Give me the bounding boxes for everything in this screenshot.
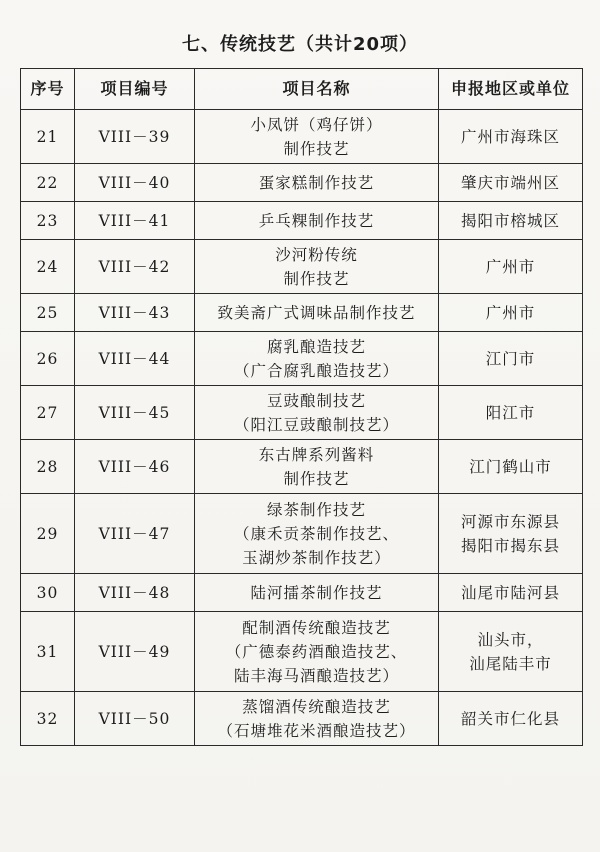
cell-name — [195, 494, 439, 574]
table-row — [21, 494, 583, 574]
cell-name — [195, 692, 439, 746]
region-line: 汕尾市陆河县 — [460, 583, 560, 602]
section-title: 七、传统技艺（共计20项） — [181, 34, 419, 55]
name-line: 配制酒传统酿造技艺 — [242, 618, 391, 637]
region-line: 肇庆市端州区 — [460, 173, 560, 192]
name-line: 制作技艺 — [283, 139, 350, 158]
cell-region — [439, 692, 583, 746]
cell-code: VIII－45 — [75, 386, 195, 440]
table-row — [21, 332, 583, 386]
name-line: 豆豉酿制技艺 — [266, 391, 366, 410]
cell-no: 24 — [21, 240, 75, 294]
cell-name — [195, 240, 439, 294]
heritage-table — [20, 68, 583, 746]
cell-name — [195, 612, 439, 692]
region-line: 河源市东源县 — [460, 512, 560, 531]
region-line: 江门鹤山市 — [469, 457, 552, 476]
cell-no: 28 — [21, 440, 75, 494]
name-line: （广德泰药酒酿造技艺、 — [225, 642, 408, 661]
cell-no: 22 — [21, 164, 75, 202]
region-line: 广州市 — [485, 257, 536, 276]
table-row — [21, 240, 583, 294]
cell-code: VIII－40 — [75, 164, 195, 202]
cell-region — [439, 574, 583, 612]
cell-code: VIII－43 — [75, 294, 195, 332]
name-line: 制作技艺 — [283, 469, 350, 488]
region-line: 韶关市仁化县 — [460, 709, 560, 728]
name-line: 陆丰海马酒酿造技艺） — [233, 666, 399, 685]
cell-name — [195, 574, 439, 612]
table-row — [21, 294, 583, 332]
cell-code: VIII－44 — [75, 332, 195, 386]
cell-code: VIII－41 — [75, 202, 195, 240]
name-line: 乒乓粿制作技艺 — [258, 211, 375, 230]
cell-code: VIII－46 — [75, 440, 195, 494]
cell-region — [439, 202, 583, 240]
cell-region — [439, 240, 583, 294]
table-row — [21, 612, 583, 692]
region-line: 揭阳市揭东县 — [460, 536, 560, 555]
cell-no: 21 — [21, 110, 75, 164]
cell-code: VIII－39 — [75, 110, 195, 164]
table-row — [21, 692, 583, 746]
cell-no: 30 — [21, 574, 75, 612]
name-line: 制作技艺 — [283, 269, 350, 288]
name-line: （阳江豆豉酿制技艺） — [233, 415, 399, 434]
cell-no: 31 — [21, 612, 75, 692]
header-region: 申报地区或单位 — [439, 69, 583, 110]
table-row — [21, 164, 583, 202]
cell-name — [195, 440, 439, 494]
name-line: 蒸馏酒传统酿造技艺 — [242, 697, 391, 716]
table-row — [21, 110, 583, 164]
cell-name — [195, 110, 439, 164]
cell-no: 23 — [21, 202, 75, 240]
cell-name — [195, 386, 439, 440]
name-line: （康禾贡茶制作技艺、 — [233, 524, 399, 543]
cell-region — [439, 612, 583, 692]
name-line: 绿茶制作技艺 — [266, 500, 366, 519]
cell-region — [439, 386, 583, 440]
region-line: 汕尾陆丰市 — [469, 654, 552, 673]
name-line: （石塘堆花米酒酿造技艺） — [217, 721, 416, 740]
cell-code: VIII－47 — [75, 494, 195, 574]
cell-no: 26 — [21, 332, 75, 386]
region-line: 阳江市 — [485, 403, 536, 422]
cell-region — [439, 164, 583, 202]
name-line: 玉湖炒茶制作技艺） — [242, 548, 391, 567]
cell-region — [439, 110, 583, 164]
name-line: 蛋家糕制作技艺 — [258, 173, 375, 192]
cell-code: VIII－48 — [75, 574, 195, 612]
header-code: 项目编号 — [75, 69, 195, 110]
cell-name — [195, 164, 439, 202]
name-line: 小凤饼（鸡仔饼） — [250, 115, 383, 134]
name-line: 腐乳酿造技艺 — [266, 337, 366, 356]
table-row — [21, 202, 583, 240]
table-row — [21, 386, 583, 440]
table-body — [21, 110, 583, 746]
name-line: 东古牌系列酱料 — [258, 445, 375, 464]
table-header-row — [21, 69, 583, 110]
header-name: 项目名称 — [195, 69, 439, 110]
cell-no: 25 — [21, 294, 75, 332]
cell-region — [439, 494, 583, 574]
region-line: 广州市 — [485, 303, 536, 322]
cell-region — [439, 440, 583, 494]
cell-name — [195, 332, 439, 386]
name-line: （广合腐乳酿造技艺） — [233, 361, 399, 380]
table-row — [21, 440, 583, 494]
cell-no: 29 — [21, 494, 75, 574]
cell-code: VIII－42 — [75, 240, 195, 294]
cell-no: 27 — [21, 386, 75, 440]
cell-no: 32 — [21, 692, 75, 746]
region-line: 汕头市， — [477, 630, 544, 649]
cell-region — [439, 294, 583, 332]
cell-code: VIII－50 — [75, 692, 195, 746]
cell-name — [195, 294, 439, 332]
region-line: 广州市海珠区 — [460, 127, 560, 146]
cell-name — [195, 202, 439, 240]
region-line: 揭阳市榕城区 — [460, 211, 560, 230]
table-row — [21, 574, 583, 612]
cell-code: VIII－49 — [75, 612, 195, 692]
header-no: 序号 — [21, 69, 75, 110]
cell-region — [439, 332, 583, 386]
name-line: 沙河粉传统 — [275, 245, 358, 264]
name-line: 致美斋广式调味品制作技艺 — [217, 303, 416, 322]
region-line: 江门市 — [485, 349, 536, 368]
name-line: 陆河擂茶制作技艺 — [250, 583, 383, 602]
